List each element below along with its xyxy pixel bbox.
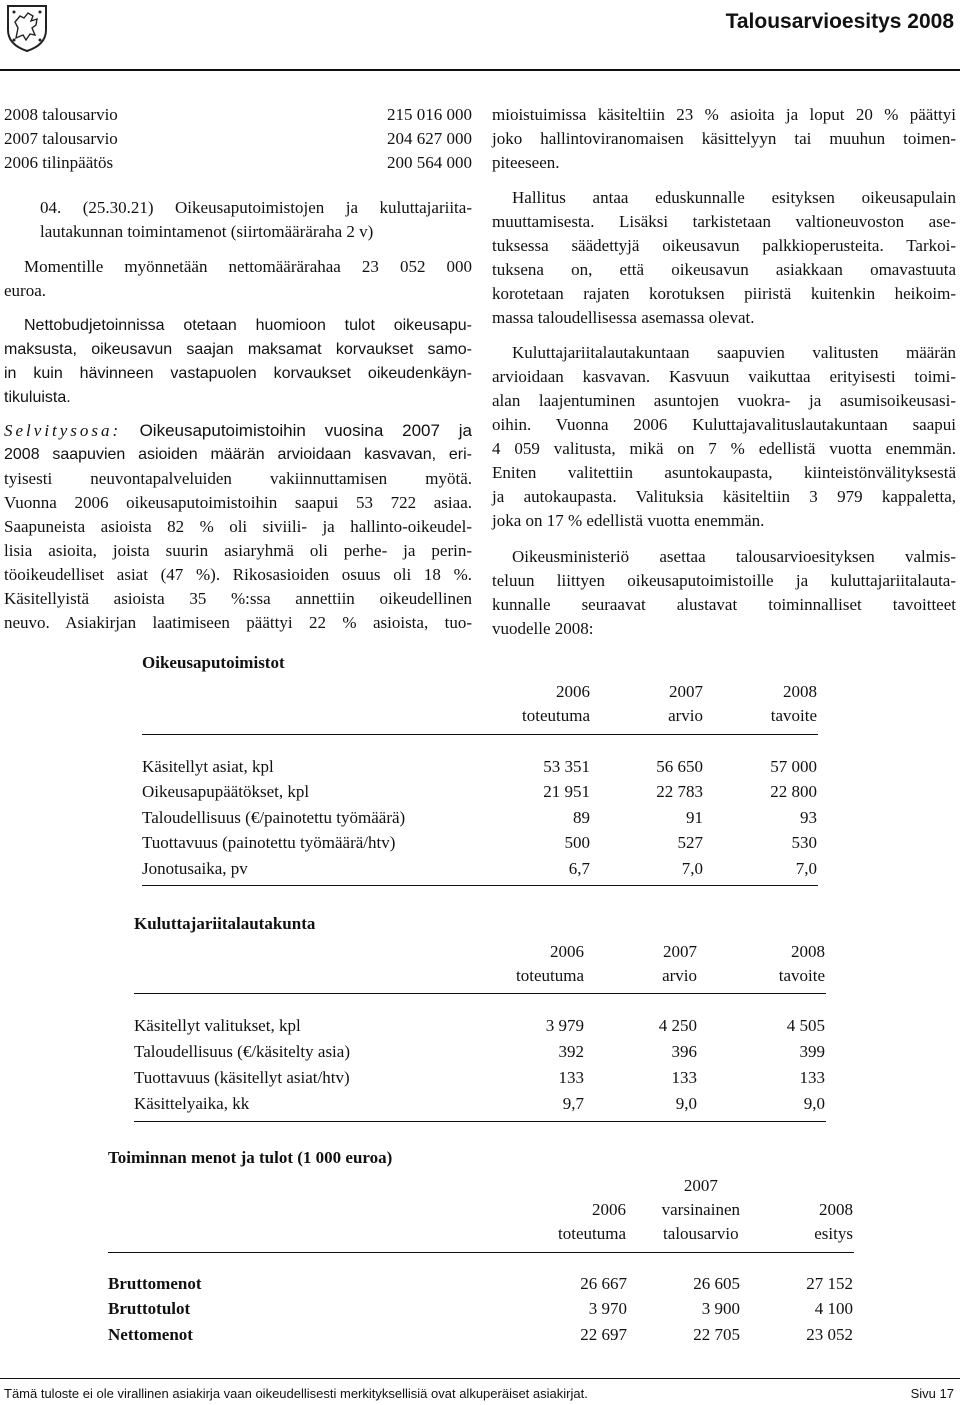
- cell-value: 22 783: [656, 782, 703, 801]
- text-line: Kuluttajariitalautakuntaan saapuvien valitusten määrän: [512, 343, 956, 362]
- budget-label: 2007 talousarvio: [4, 129, 118, 148]
- cell-value: 23 052: [806, 1325, 853, 1344]
- cell-value: 56 650: [656, 757, 703, 776]
- text-line: kunnalle seuraavat alustavat toiminnalliset tavoitteet: [492, 595, 956, 614]
- table-row: [134, 1092, 826, 1116]
- text-line: tuksena on, että oikeusavun asiakkaan omavastuuta: [492, 260, 956, 279]
- column-header: [558, 1198, 626, 1246]
- section-heading: [40, 196, 472, 244]
- text-line: oihin. Vuonna 2006 Kuluttajavalituslautakuntaan saapui: [492, 415, 956, 434]
- header-rule: [0, 69, 960, 71]
- table-rule: [134, 1121, 826, 1122]
- cell-value: 57 000: [770, 757, 817, 776]
- column-header: [662, 1174, 740, 1246]
- cell-value: 4 100: [814, 1299, 853, 1318]
- text-line: euroa.: [4, 281, 47, 300]
- column-header-year: 2006: [556, 682, 590, 701]
- document-title: Talousarvioesitys 2008: [725, 10, 954, 33]
- column-header: [779, 940, 825, 988]
- column-header: [771, 680, 817, 728]
- table-title: Toiminnan menot ja tulot (1 000 euroa): [108, 1148, 393, 1167]
- text-line: Momentille myönnetään nettomäärärahaa 23 052 000: [24, 257, 472, 276]
- text-line: Hallitus antaa eduskunnalle esityksen oikeusapulain: [512, 188, 956, 207]
- cell-value: 9,0: [675, 1094, 697, 1113]
- table-row: [108, 1323, 854, 1347]
- cell-value: 53 351: [543, 757, 590, 776]
- column-header: [814, 1198, 853, 1246]
- text-line: alan laajentuminen asuntojen vuokra- ja asumisoikeusasi-: [492, 391, 956, 410]
- budget-line: [4, 127, 472, 151]
- cell-value: 392: [558, 1042, 584, 1061]
- cell-value: 133: [799, 1068, 825, 1087]
- cell-value: 3 979: [545, 1016, 584, 1035]
- column-header-year: 2007: [683, 1176, 718, 1195]
- row-label: Käsitellyt valitukset, kpl: [134, 1016, 301, 1035]
- text-line: töoikeudelliset asiat (47 %). Rikosasioiden osuus oli 18 %.: [4, 565, 472, 584]
- cell-value: 399: [799, 1042, 825, 1061]
- column-header: [668, 680, 703, 728]
- paragraph-targets: [492, 545, 956, 641]
- cell-value: 527: [677, 833, 703, 852]
- budget-value: 200 564 000: [387, 153, 472, 172]
- paragraph-appropriation: [4, 255, 472, 303]
- cell-value: 4 250: [658, 1016, 697, 1035]
- text-line: arvioidaan kasvavan. Kasvuun vaikuttaa erityisesti toimi-: [492, 367, 956, 386]
- table-row: [108, 1297, 854, 1321]
- row-label: Nettomenot: [108, 1325, 193, 1344]
- table-row: [142, 806, 818, 830]
- cell-value: 27 152: [806, 1274, 853, 1293]
- text-line: mioistuimissa käsiteltiin 23 % asioita ja loput 20 % päättyi: [492, 105, 956, 124]
- text-line: korotetaan rajaten korotuksen piiristä kuitenkin heikoim-: [492, 284, 956, 303]
- row-label: Käsittelyaika, kk: [134, 1094, 250, 1113]
- cell-value: 6,7: [568, 859, 590, 878]
- cell-value: 500: [564, 833, 590, 852]
- text-line: massa taloudellisessa asemassa olevat.: [492, 308, 755, 327]
- column-header-year: 2006: [550, 942, 584, 961]
- footer-rule: [0, 1378, 960, 1379]
- table-row: [142, 831, 818, 855]
- paragraph-legislation: [492, 186, 956, 330]
- paragraph-consumer-board: [492, 341, 956, 533]
- coat-of-arms-lion-icon: [6, 4, 48, 52]
- text-line: joko hallintoviranomaisen käsittelyyn tai muuhun toimen-: [492, 129, 956, 148]
- cell-value: 22 697: [580, 1325, 627, 1344]
- text-line: muuttamisesta. Lisäksi tarkistetaan valtioneuvoston ase-: [492, 212, 956, 231]
- table-row: [108, 1272, 854, 1296]
- cell-value: 7,0: [795, 859, 817, 878]
- cell-value: 4 505: [786, 1016, 825, 1035]
- cell-value: 133: [558, 1068, 584, 1087]
- cell-value: 91: [686, 808, 703, 827]
- table-row: [142, 755, 818, 779]
- text-line: joka on 17 % edellistä vuotta enemmän.: [492, 511, 765, 530]
- row-label: Bruttotulot: [108, 1299, 191, 1318]
- text-line: vuodelle 2008:: [492, 619, 594, 638]
- budget-label: 2006 tilinpäätös: [4, 153, 114, 172]
- text-line: teluun liittyen oikeusaputoimistoille ja kuluttajariitalauta-: [492, 571, 956, 590]
- cell-value: 3 970: [588, 1299, 627, 1318]
- table-title: Kuluttajariitalautakunta: [134, 914, 316, 933]
- column-header-label: tavoite: [778, 966, 825, 985]
- column-header-label: arvio: [662, 966, 697, 985]
- budget-value: 215 016 000: [387, 105, 472, 124]
- column-header-label: arvio: [668, 706, 703, 725]
- section-label: Selvitysosa:: [4, 421, 122, 440]
- text-line: Saapuneista asioista 82 % oli siviili- ja hallinto-oikeudel-: [4, 517, 472, 536]
- table-row: [134, 1014, 826, 1038]
- text-line: in kuin hävinneen vastapuolen korvaukset oikeudenkäyn-: [4, 365, 472, 382]
- text-line: ja autokaupasta. Valituksia käsiteltiin 3 979 kappaletta,: [492, 487, 956, 506]
- column-header-year: 2007: [669, 682, 703, 701]
- row-label: Bruttomenot: [108, 1274, 202, 1293]
- text-line: piteeseen.: [492, 153, 560, 172]
- row-label: Taloudellisuus (€/käsitelty asia): [134, 1042, 350, 1061]
- text-line: 2008 saapuvien asioiden määrän arvioidaan kasvavan, eri-: [4, 446, 472, 463]
- text-line: tyisesti neuvontapalveluiden vakiinnuttamisen myötä.: [4, 469, 472, 488]
- text-line: Eniten valitettiin asuntokaupasta, kiinteistönvälityksestä: [492, 463, 956, 482]
- column-header-year: 2008: [791, 942, 825, 961]
- cell-value: 7,0: [681, 859, 703, 878]
- cell-value: 9,0: [803, 1094, 825, 1113]
- text-line: Käsitellyistä asioista 35 %:ssa annettiin oikeudellinen: [4, 589, 472, 608]
- column-header-label: esitys: [814, 1224, 853, 1243]
- table-rule: [108, 1252, 854, 1253]
- table-rule: [142, 734, 818, 735]
- column-header-label: talousarvio: [663, 1224, 739, 1243]
- paragraph-net-budgeting: [4, 314, 472, 410]
- row-label: Oikeusapupäätökset, kpl: [142, 782, 310, 801]
- cell-value: 530: [791, 833, 817, 852]
- budget-line: [4, 103, 472, 127]
- table-rule: [142, 885, 818, 886]
- column-header-label: tavoite: [770, 706, 817, 725]
- cell-value: 396: [671, 1042, 697, 1061]
- cell-value: 89: [573, 808, 590, 827]
- cell-value: 93: [800, 808, 817, 827]
- row-label: Tuottavuus (käsitellyt asiat/htv): [134, 1068, 350, 1087]
- cell-value: 22 705: [693, 1325, 740, 1344]
- column-header: [662, 940, 697, 988]
- table-title: Oikeusaputoimistot: [142, 653, 285, 672]
- table-rule: [134, 993, 826, 994]
- table-row: [142, 857, 818, 881]
- column-header-label: toteutuma: [522, 706, 590, 725]
- budget-line: [4, 151, 472, 175]
- budget-label: 2008 talousarvio: [4, 105, 118, 124]
- row-label: Käsitellyt asiat, kpl: [142, 757, 274, 776]
- column-header-year: 2008: [783, 682, 817, 701]
- paragraph-continued: [492, 103, 956, 175]
- text-line: tikuluista.: [4, 389, 71, 406]
- footer-disclaimer: Tämä tuloste ei ole virallinen asiakirja vaan oikeudellisesti merkityksellisiä ovat alkuperäiset asiakirjat.: [4, 1386, 588, 1401]
- column-header-label: toteutuma: [516, 966, 584, 985]
- page-number: Sivu 17: [910, 1386, 954, 1401]
- text-line: maksusta, oikeusavun saajan maksamat korvaukset samo-: [4, 341, 472, 358]
- column-header-year: 2007: [663, 942, 697, 961]
- table-row: [134, 1040, 826, 1064]
- cell-value: 26 667: [580, 1274, 627, 1293]
- text-line: tuksessa säädettyjä oikeusavun palkkioperusteita. Tarkoi-: [492, 236, 956, 255]
- cell-value: 133: [671, 1068, 697, 1087]
- text-line: [4, 419, 472, 443]
- text-line: Oikeusministeriö asettaa talousarvioesityksen valmis-: [512, 547, 956, 566]
- row-label: Taloudellisuus (€/painotettu työmäärä): [142, 808, 406, 827]
- budget-value: 204 627 000: [387, 129, 472, 148]
- cell-value: 21 951: [543, 782, 590, 801]
- paragraph-explanation: [4, 419, 472, 635]
- heading-line: lautakunnan toimintamenot (siirtomääräraha 2 v): [40, 222, 374, 241]
- row-label: Tuottavuus (painotettu työmäärä/htv): [142, 833, 396, 852]
- column-header: [522, 680, 590, 728]
- column-header-year: 2008: [819, 1200, 853, 1219]
- cell-value: 3 900: [701, 1299, 740, 1318]
- cell-value: 26 605: [693, 1274, 740, 1293]
- cell-value: 9,7: [562, 1094, 584, 1113]
- column-header: [516, 940, 584, 988]
- heading-line: 04. (25.30.21) Oikeusaputoimistojen ja kuluttajariita-: [40, 198, 472, 217]
- table-row: [142, 780, 818, 804]
- text-line: neuvo. Asiakirjan laatimiseen päättyi 22 % asioista, tuo-: [4, 613, 472, 632]
- text-fragment: Oikeusaputoimistoihin vuosina 2007 ja: [139, 421, 472, 440]
- column-header-label: toteutuma: [558, 1224, 626, 1243]
- column-header-year: 2006: [592, 1200, 626, 1219]
- table-row: [134, 1066, 826, 1090]
- text-line: 4 059 valitusta, mikä on 7 % edellistä vuotta enemmän.: [492, 439, 956, 458]
- row-label: Jonotusaika, pv: [142, 859, 248, 878]
- text-line: Nettobudjetoinnissa otetaan huomioon tulot oikeusapu-: [24, 317, 472, 334]
- column-header-label: varsinainen: [661, 1200, 740, 1219]
- text-line: lisia asioita, joista suurin asiaryhmä oli perhe- ja perin-: [4, 541, 472, 560]
- cell-value: 22 800: [770, 782, 817, 801]
- text-line: Vuonna 2006 oikeusaputoimistoihin saapui 53 722 asiaa.: [4, 493, 472, 512]
